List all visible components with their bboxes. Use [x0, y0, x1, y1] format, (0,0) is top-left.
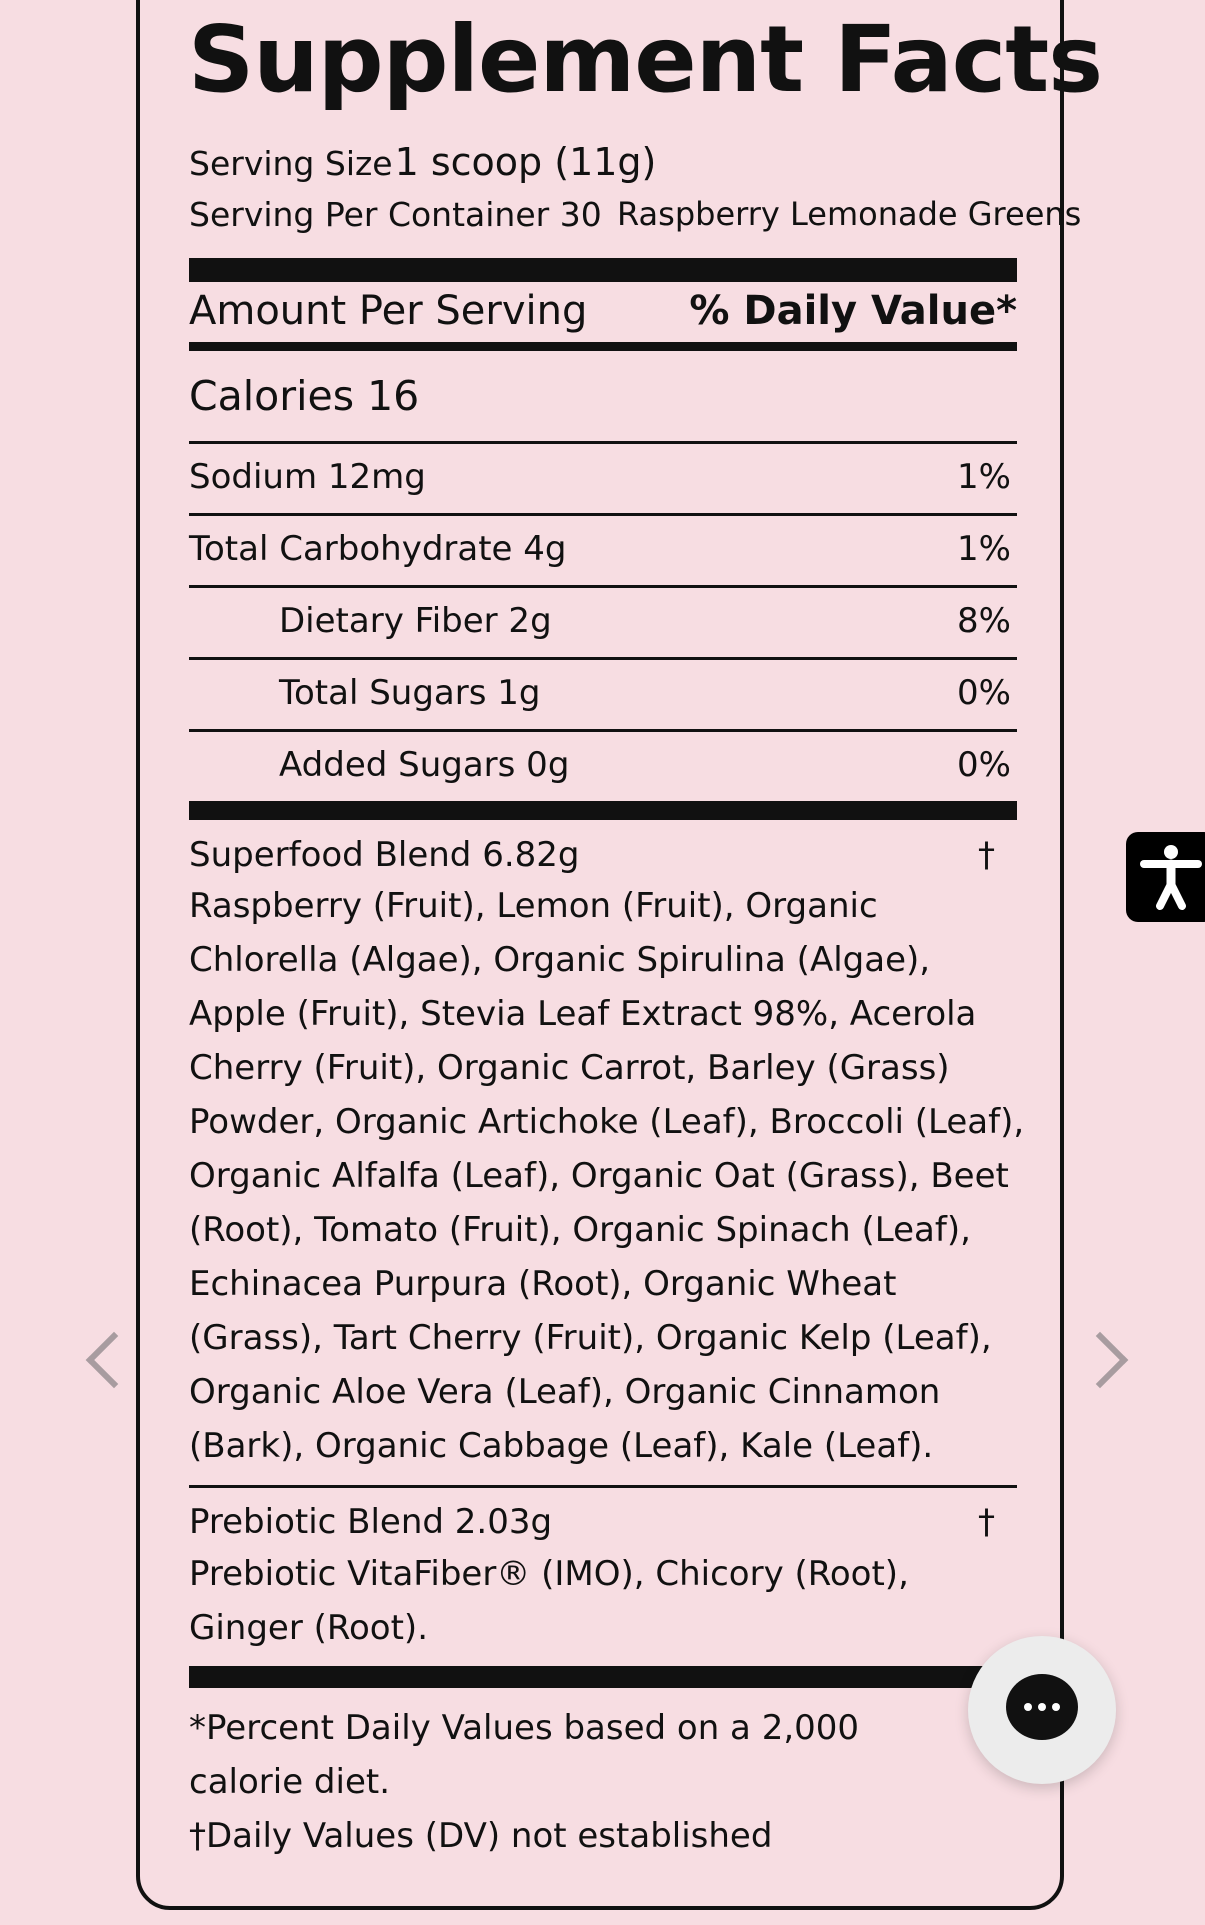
row-divider: [189, 657, 1017, 660]
calories-label: Calories 16: [189, 372, 420, 420]
nutrient-name: Added Sugars 0g: [279, 745, 570, 785]
superfood-blend-row: [189, 830, 1017, 880]
row-divider: [189, 441, 1017, 444]
nutrient-dv: 8%: [957, 601, 1011, 641]
superfood-blend-dv: †: [978, 835, 995, 875]
row-divider: [189, 729, 1017, 732]
nutrient-row: [189, 450, 1017, 504]
nutrient-name: Total Sugars 1g: [279, 673, 541, 713]
superfood-ingredients: Raspberry (Fruit), Lemon (Fruit), Organic Chlorella (Algae), Organic Spirulina (Algae), Apple (Fruit), Stevia Leaf Extract 98%, Acerola Cherry (Fruit), Organic Carrot, Barley (Grass) Powder, Organic Artichoke (Leaf), Broccoli (Leaf), Organic Alfalfa (Leaf), Organic Oat (Grass), Beet (Root), Tomato (Fruit), Organic Spinach (Leaf), Echinacea Purpura (Root), Organic Wheat (Grass), Tart Cherry (Fruit), Organic Kelp (Leaf), Organic Aloe Vera (Leaf), Organic Cinnamon (Bark), Organic Cabbage (Leaf), Kale (Leaf).: [189, 886, 1025, 1466]
footnote-dv-not-established: †Daily Values (DV) not established: [189, 1816, 773, 1856]
accessibility-icon: [1126, 832, 1205, 922]
footnote-daily-values: *Percent Daily Values based on a 2,000 calorie diet.: [189, 1708, 860, 1802]
prebiotic-blend-row: [189, 1496, 1017, 1548]
nutrient-row: [189, 666, 1017, 720]
prebiotic-ingredients: Prebiotic VitaFiber® (IMO), Chicory (Root), Ginger (Root).: [189, 1554, 909, 1648]
servings-per-container: Serving Per Container 30: [189, 195, 602, 234]
row-divider: [189, 513, 1017, 516]
flavor-name: Raspberry Lemonade Greens: [617, 195, 1082, 233]
prebiotic-blend-dv: †: [978, 1502, 995, 1542]
amount-per-serving-label: Amount Per Serving: [189, 288, 588, 334]
calories-row: [189, 366, 1017, 426]
chevron-left-icon[interactable]: [86, 1332, 143, 1389]
nutrient-row: [189, 522, 1017, 576]
thick-divider: [189, 258, 1017, 282]
nutrient-row: [189, 594, 1017, 648]
medium-divider: [189, 342, 1017, 351]
nutrient-dv: 0%: [957, 745, 1011, 785]
header-row: [189, 284, 1017, 338]
nutrient-name: Dietary Fiber 2g: [279, 601, 552, 641]
nutrient-name: Sodium 12mg: [189, 457, 426, 497]
nutrient-dv: 1%: [957, 457, 1011, 497]
accessibility-button[interactable]: [1126, 832, 1205, 922]
chevron-right-icon[interactable]: [1072, 1332, 1129, 1389]
thick-divider: [189, 1666, 1017, 1688]
row-divider: [189, 1485, 1017, 1488]
prebiotic-blend-name: Prebiotic Blend 2.03g: [189, 1502, 553, 1542]
chat-bubble-icon: [1006, 1674, 1078, 1740]
serving-size-value: 1 scoop (11g): [394, 140, 657, 184]
thick-divider: [189, 801, 1017, 820]
daily-value-header: % Daily Value*: [689, 288, 1017, 334]
superfood-blend-name: Superfood Blend 6.82g: [189, 835, 580, 875]
serving-size-label: Serving Size: [189, 144, 393, 183]
chat-button[interactable]: [968, 1636, 1116, 1784]
serving-size: [189, 140, 656, 184]
nutrient-dv: 0%: [957, 673, 1011, 713]
nutrient-name: Total Carbohydrate 4g: [189, 529, 567, 569]
row-divider: [189, 585, 1017, 588]
nutrient-dv: 1%: [957, 529, 1011, 569]
panel-title: Supplement Facts: [188, 6, 1102, 113]
nutrient-row: [189, 738, 1017, 792]
